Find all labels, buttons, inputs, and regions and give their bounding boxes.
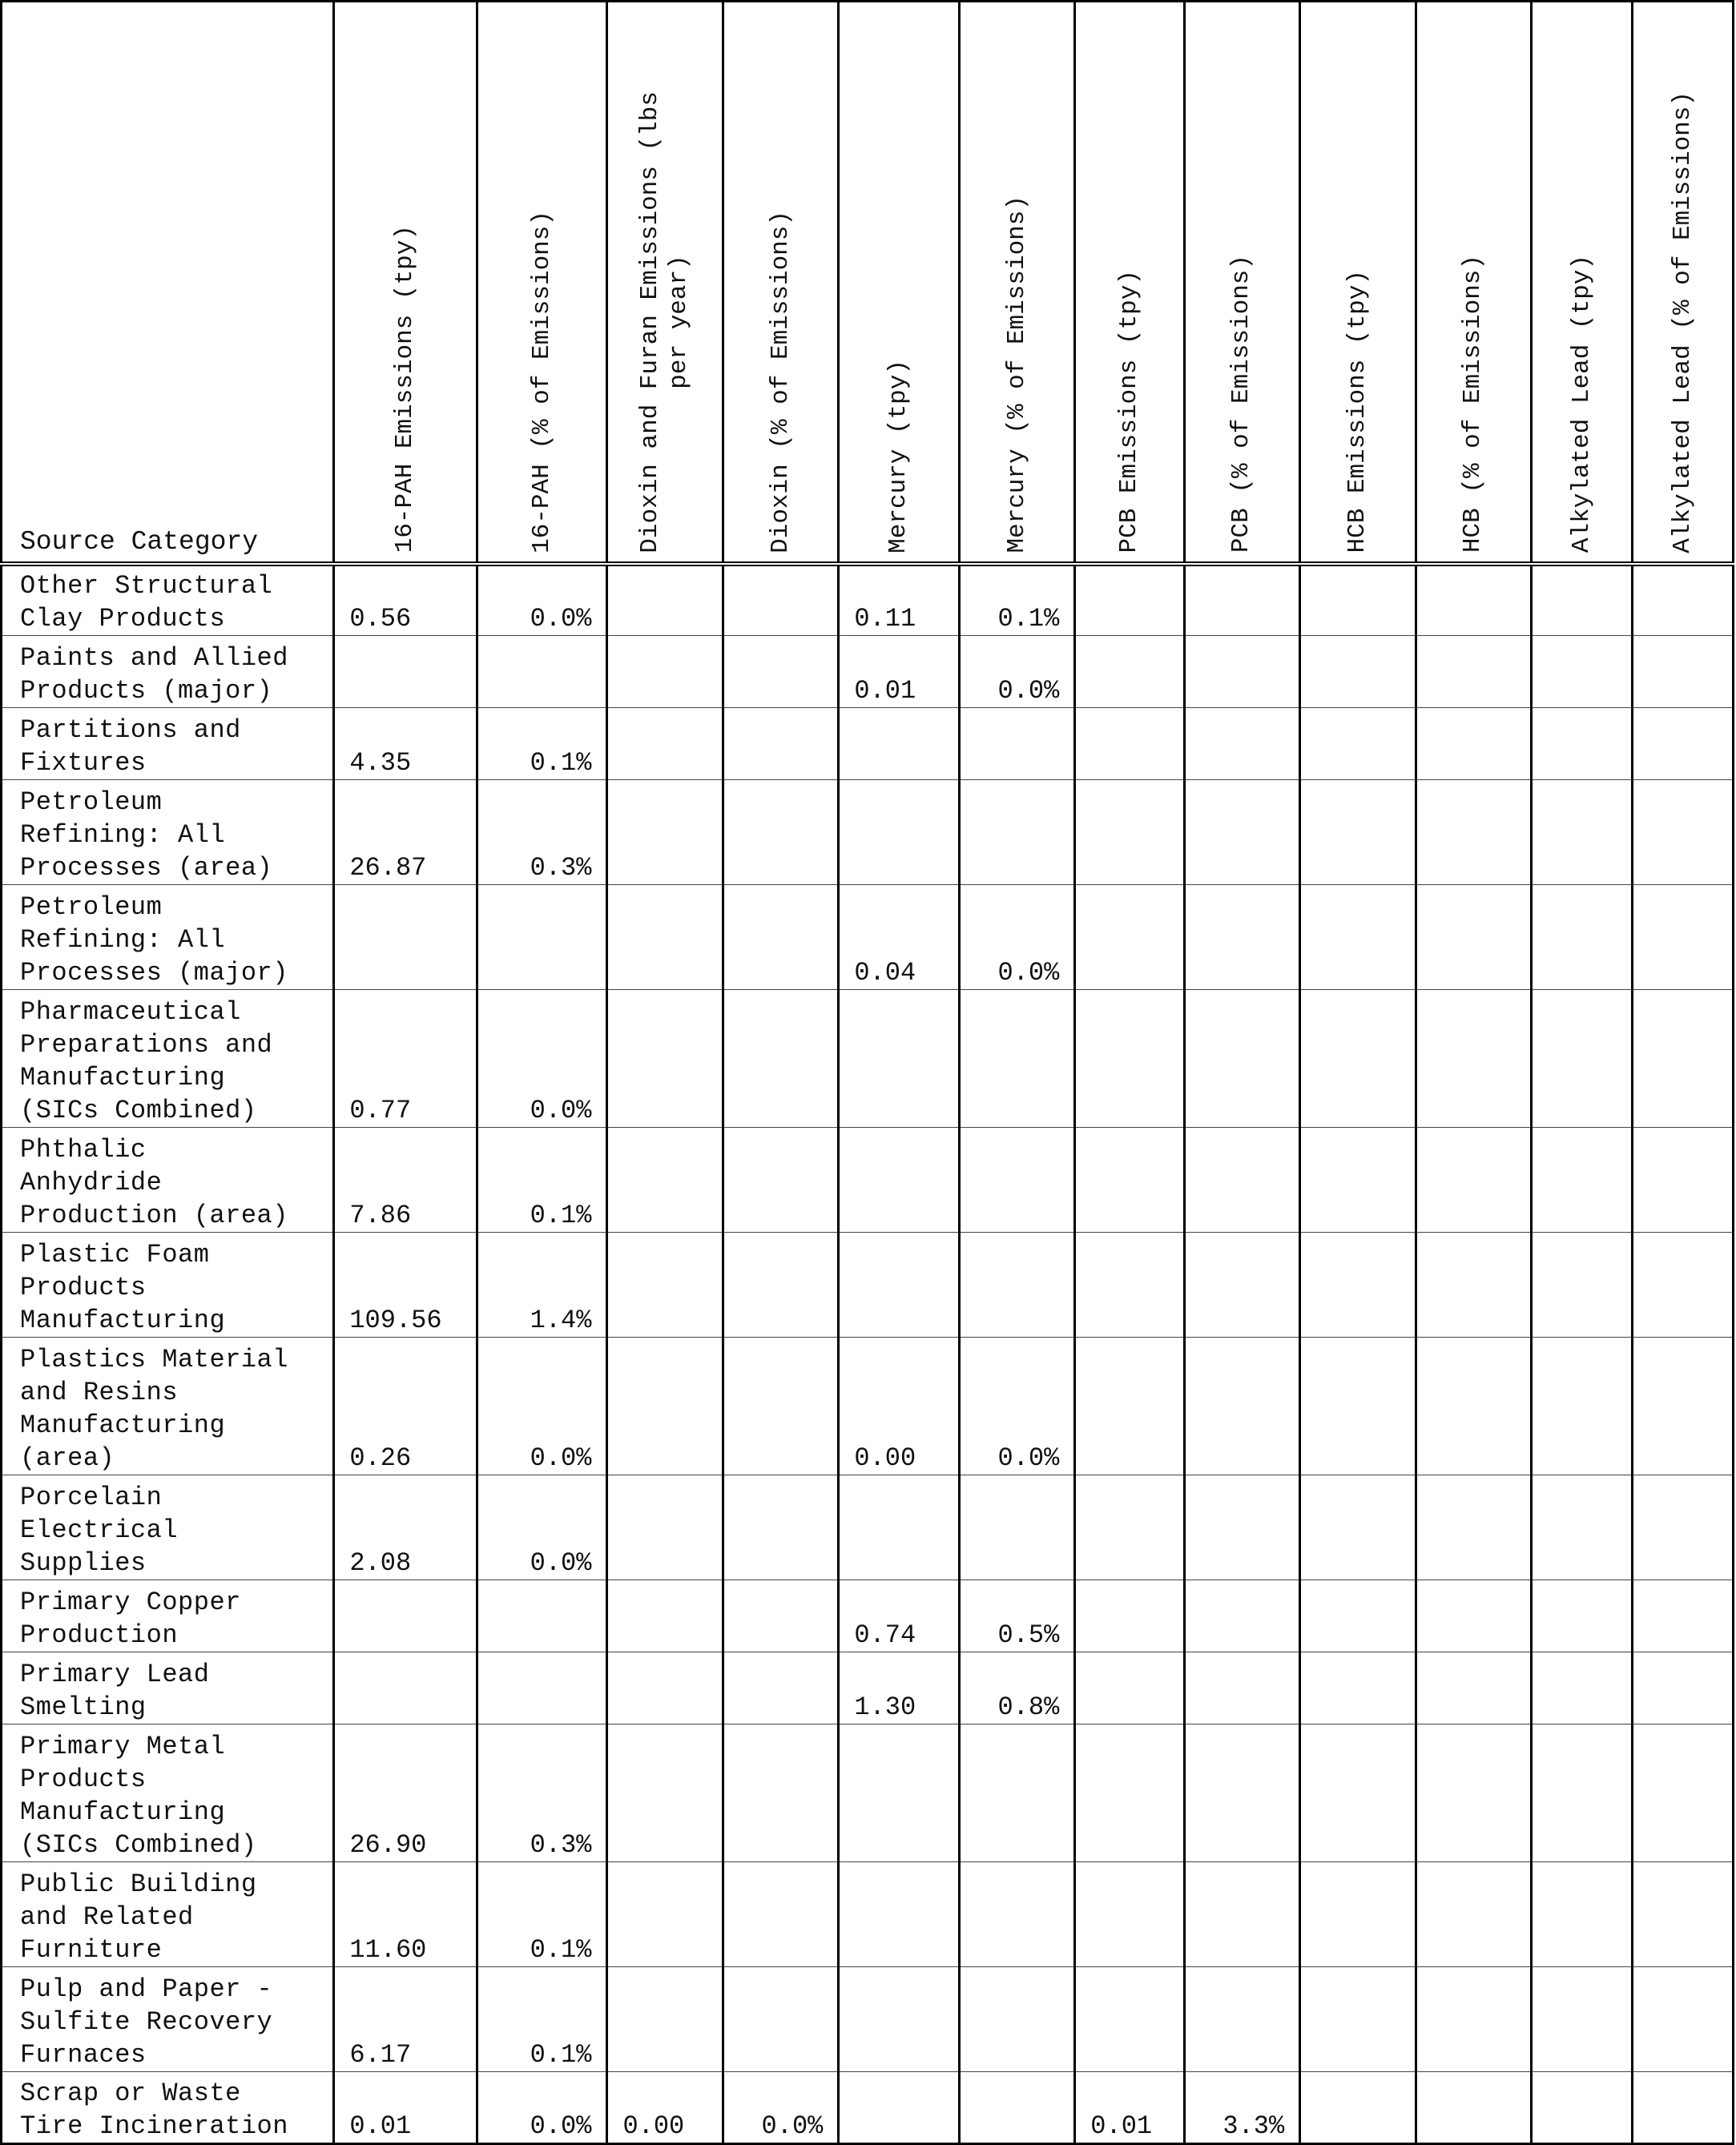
value-cell [723, 1724, 838, 1862]
value-cell [723, 780, 838, 885]
value-cell [1075, 1724, 1184, 1862]
column-header-label: Mercury (tpy) [884, 359, 913, 553]
column-header [1633, 2, 1734, 564]
value-cell [723, 1475, 838, 1580]
value-cell [1300, 1724, 1416, 1862]
value-cell: 26.87 [334, 780, 477, 885]
value-cell [607, 708, 723, 780]
source-category-line: Primary Lead [20, 1660, 210, 1689]
source-category-line: Supplies [20, 1548, 147, 1578]
value-cell [839, 1233, 959, 1338]
source-category-header: Source Category [2, 2, 334, 564]
value-cell [1532, 1338, 1633, 1475]
value-cell [607, 990, 723, 1128]
value-cell [607, 1862, 723, 1967]
value-cell [607, 780, 723, 885]
value-cell [1532, 636, 1633, 708]
value-cell [1075, 1128, 1184, 1233]
table-body [2, 564, 1734, 2144]
value-cell [723, 708, 838, 780]
value-cell: 0.8% [959, 1652, 1074, 1724]
value-cell [1075, 990, 1184, 1128]
value-cell: 0.01 [334, 2072, 477, 2144]
value-cell [1184, 1967, 1299, 2072]
value-cell [1300, 1233, 1416, 1338]
source-category-line: Pulp and Paper - [20, 1974, 273, 2004]
value-cell [1075, 708, 1184, 780]
column-header-label: PCB (% of Emissions) [1227, 255, 1256, 553]
value-cell [1416, 1862, 1531, 1967]
value-cell [723, 1128, 838, 1233]
source-category-line: Partitions and [20, 715, 241, 745]
value-cell: 1.4% [477, 1233, 607, 1338]
value-cell: 0.3% [477, 1724, 607, 1862]
source-category-line: Sulfite Recovery [20, 2007, 273, 2037]
value-cell [1633, 636, 1734, 708]
column-header-label: Alkylated Lead (% of Emissions) [1668, 91, 1697, 553]
value-cell [959, 1862, 1074, 1967]
source-category-line: Manufacturing [20, 1411, 226, 1440]
value-cell [959, 1967, 1074, 2072]
table-row [2, 1967, 1734, 2072]
source-category-line: Anhydride [20, 1168, 163, 1197]
value-cell [1532, 780, 1633, 885]
source-category-cell [2, 1338, 334, 1475]
value-cell [1416, 1233, 1531, 1338]
value-cell [1532, 990, 1633, 1128]
source-category-line: and Related [20, 1902, 194, 1932]
value-cell [1184, 636, 1299, 708]
value-cell [959, 1475, 1074, 1580]
source-category-line: (SICs Combined) [20, 1830, 257, 1860]
value-cell: 6.17 [334, 1967, 477, 2072]
table-row [2, 2072, 1734, 2144]
value-cell: 0.1% [959, 564, 1074, 636]
value-cell: 0.0% [959, 885, 1074, 990]
source-category-line: Refining: All [20, 820, 226, 850]
value-cell: 0.26 [334, 1338, 477, 1475]
value-cell [1416, 1967, 1531, 2072]
value-cell: 0.77 [334, 990, 477, 1128]
value-cell [1184, 1724, 1299, 1862]
source-category-line: Petroleum [20, 787, 163, 817]
value-cell [1184, 1580, 1299, 1652]
value-cell: 0.5% [959, 1580, 1074, 1652]
value-cell [1633, 2072, 1734, 2144]
value-cell [1075, 885, 1184, 990]
value-cell [1416, 1128, 1531, 1233]
column-header-label: Dioxin and Furan Emissions (lbs per year) [636, 91, 694, 553]
value-cell [1075, 636, 1184, 708]
value-cell [1532, 1128, 1633, 1233]
value-cell [1184, 564, 1299, 636]
value-cell [1532, 1862, 1633, 1967]
value-cell [607, 564, 723, 636]
value-cell [1300, 636, 1416, 708]
source-category-line: Refining: All [20, 925, 226, 955]
value-cell: 2.08 [334, 1475, 477, 1580]
value-cell [1532, 1967, 1633, 2072]
value-cell: 0.1% [477, 1128, 607, 1233]
value-cell: 109.56 [334, 1233, 477, 1338]
value-cell: 0.11 [839, 564, 959, 636]
table-row [2, 1652, 1734, 1724]
value-cell: 0.74 [839, 1580, 959, 1652]
source-category-cell [2, 1724, 334, 1862]
table-row [2, 708, 1734, 780]
value-cell [1300, 1862, 1416, 1967]
value-cell [477, 636, 607, 708]
value-cell [607, 1128, 723, 1233]
source-category-line: Clay Products [20, 604, 226, 634]
table-row [2, 1724, 1734, 1862]
value-cell [1532, 2072, 1633, 2144]
value-cell: 7.86 [334, 1128, 477, 1233]
value-cell [1416, 780, 1531, 885]
source-category-cell [2, 636, 334, 708]
value-cell [1184, 780, 1299, 885]
value-cell [723, 1862, 838, 1967]
value-cell [1184, 1338, 1299, 1475]
value-cell [723, 1652, 838, 1724]
value-cell [1532, 1233, 1633, 1338]
value-cell [1416, 1580, 1531, 1652]
column-header [1532, 2, 1633, 564]
value-cell [723, 636, 838, 708]
value-cell [1633, 564, 1734, 636]
value-cell [1633, 1967, 1734, 2072]
value-cell: 11.60 [334, 1862, 477, 1967]
source-category-cell [2, 1967, 334, 2072]
column-header-label: 16-PAH (% of Emissions) [527, 210, 556, 553]
value-cell [1075, 1233, 1184, 1338]
source-category-line: Phthalic [20, 1135, 147, 1165]
source-category-line: Processes (major) [20, 958, 288, 988]
value-cell [1075, 1862, 1184, 1967]
source-category-line: Manufacturing [20, 1797, 226, 1827]
value-cell [1416, 708, 1531, 780]
source-category-cell [2, 780, 334, 885]
value-cell [1633, 1862, 1734, 1967]
value-cell [1300, 1967, 1416, 2072]
value-cell [1532, 885, 1633, 990]
value-cell [1075, 1580, 1184, 1652]
value-cell [1075, 780, 1184, 885]
value-cell [607, 885, 723, 990]
value-cell [1184, 885, 1299, 990]
source-category-line: (area) [20, 1443, 115, 1473]
table-row [2, 564, 1734, 636]
value-cell [334, 636, 477, 708]
table-row [2, 636, 1734, 708]
value-cell: 0.3% [477, 780, 607, 885]
value-cell [959, 1724, 1074, 1862]
column-header [1184, 2, 1299, 564]
value-cell [1633, 1580, 1734, 1652]
column-header [1075, 2, 1184, 564]
value-cell [839, 1475, 959, 1580]
value-cell [1633, 1128, 1734, 1233]
value-cell [1184, 1233, 1299, 1338]
value-cell [1532, 564, 1633, 636]
value-cell [1416, 1475, 1531, 1580]
source-category-line: Tire Incineration [20, 2111, 288, 2141]
value-cell [1184, 1128, 1299, 1233]
value-cell [1532, 1652, 1633, 1724]
value-cell [1633, 1724, 1734, 1862]
value-cell [607, 1724, 723, 1862]
value-cell [1184, 1475, 1299, 1580]
value-cell [607, 1233, 723, 1338]
value-cell: 0.00 [839, 1338, 959, 1475]
value-cell [1633, 780, 1734, 885]
value-cell: 1.30 [839, 1652, 959, 1724]
value-cell [1416, 564, 1531, 636]
source-category-cell [2, 1652, 334, 1724]
value-cell [839, 1967, 959, 2072]
value-cell [1075, 564, 1184, 636]
table-row [2, 1338, 1734, 1475]
value-cell [1633, 1475, 1734, 1580]
column-header [959, 2, 1074, 564]
value-cell: 0.0% [959, 636, 1074, 708]
value-cell [1416, 1652, 1531, 1724]
value-cell [1300, 1580, 1416, 1652]
value-cell [839, 1128, 959, 1233]
value-cell [1633, 1652, 1734, 1724]
source-category-cell [2, 1233, 334, 1338]
value-cell: 0.00 [607, 2072, 723, 2144]
value-cell: 0.1% [477, 708, 607, 780]
source-category-line: Furnaces [20, 2040, 147, 2070]
value-cell: 0.01 [839, 636, 959, 708]
source-category-cell [2, 1128, 334, 1233]
value-cell [477, 1652, 607, 1724]
value-cell [723, 990, 838, 1128]
value-cell: 0.0% [477, 1338, 607, 1475]
value-cell [607, 1967, 723, 2072]
value-cell [1633, 885, 1734, 990]
column-header-label: Dioxin (% of Emissions) [766, 210, 795, 553]
value-cell [1075, 1475, 1184, 1580]
column-header [723, 2, 838, 564]
column-header-label: HCB Emissions (tpy) [1343, 270, 1371, 553]
source-category-line: Other Structural [20, 571, 273, 601]
value-cell: 3.3% [1184, 2072, 1299, 2144]
column-header-label: Mercury (% of Emissions) [1002, 195, 1031, 553]
source-category-line: Furniture [20, 1935, 163, 1965]
table-row [2, 1128, 1734, 1233]
source-category-line: Plastics Material [20, 1345, 288, 1374]
value-cell [1300, 2072, 1416, 2144]
value-cell [1416, 1724, 1531, 1862]
table-row [2, 885, 1734, 990]
value-cell [1075, 1967, 1184, 2072]
source-category-line: and Resins [20, 1378, 179, 1407]
source-category-line: Electrical [20, 1515, 179, 1545]
value-cell [723, 1338, 838, 1475]
source-category-line: Products (major) [20, 676, 273, 706]
source-category-line: Primary Copper [20, 1588, 241, 1617]
source-category-line: Primary Metal [20, 1732, 226, 1761]
source-category-cell [2, 708, 334, 780]
table-row [2, 1862, 1734, 1967]
value-cell [959, 708, 1074, 780]
column-header-label: HCB (% of Emissions) [1459, 255, 1488, 553]
table-row [2, 1580, 1734, 1652]
value-cell [959, 780, 1074, 885]
value-cell [1184, 1652, 1299, 1724]
header-row [2, 2, 1734, 564]
value-cell [1532, 1724, 1633, 1862]
value-cell [334, 1580, 477, 1652]
source-category-line: Manufacturing [20, 1063, 226, 1093]
value-cell [1300, 1652, 1416, 1724]
value-cell [1184, 990, 1299, 1128]
value-cell [1633, 708, 1734, 780]
value-cell: 0.0% [477, 1475, 607, 1580]
value-cell: 4.35 [334, 708, 477, 780]
value-cell [1300, 564, 1416, 636]
value-cell [1416, 2072, 1531, 2144]
value-cell: 0.0% [477, 990, 607, 1128]
value-cell [607, 1580, 723, 1652]
value-cell [334, 1652, 477, 1724]
source-category-line: Products [20, 1765, 147, 1794]
value-cell [959, 1128, 1074, 1233]
column-header-label: PCB Emissions (tpy) [1115, 270, 1143, 553]
value-cell [1300, 1338, 1416, 1475]
value-cell [1300, 1475, 1416, 1580]
value-cell: 0.0% [723, 2072, 838, 2144]
value-cell [959, 2072, 1074, 2144]
value-cell [1300, 1128, 1416, 1233]
source-category-line: Public Building [20, 1869, 257, 1899]
value-cell [723, 1233, 838, 1338]
source-category-cell [2, 2072, 334, 2144]
value-cell: 0.0% [959, 1338, 1074, 1475]
value-cell: 0.56 [334, 564, 477, 636]
value-cell [334, 885, 477, 990]
source-category-line: (SICs Combined) [20, 1096, 257, 1125]
value-cell [477, 1580, 607, 1652]
value-cell [839, 708, 959, 780]
source-category-line: Production (area) [20, 1201, 288, 1230]
column-header [1300, 2, 1416, 564]
source-category-line: Scrap or Waste [20, 2079, 241, 2108]
value-cell [839, 780, 959, 885]
value-cell [607, 1652, 723, 1724]
value-cell [607, 636, 723, 708]
value-cell [1075, 1652, 1184, 1724]
column-header [1416, 2, 1531, 564]
column-header [334, 2, 477, 564]
source-category-line: Porcelain [20, 1483, 163, 1512]
value-cell [607, 1338, 723, 1475]
value-cell: 26.90 [334, 1724, 477, 1862]
value-cell [1416, 990, 1531, 1128]
source-category-line: Fixtures [20, 748, 147, 778]
value-cell: 0.01 [1075, 2072, 1184, 2144]
table-row [2, 990, 1734, 1128]
source-category-cell [2, 885, 334, 990]
table-row [2, 780, 1734, 885]
value-cell [1532, 708, 1633, 780]
column-header [477, 2, 607, 564]
value-cell [1075, 1338, 1184, 1475]
value-cell [723, 1580, 838, 1652]
value-cell [1633, 1338, 1734, 1475]
value-cell [1416, 636, 1531, 708]
value-cell [959, 990, 1074, 1128]
column-header-label: Alkylated Lead (tpy) [1567, 255, 1596, 553]
source-category-line: Smelting [20, 1692, 147, 1722]
column-header [607, 2, 723, 564]
source-category-line: Plastic Foam [20, 1240, 210, 1270]
value-cell [723, 1967, 838, 2072]
source-category-line: Production [20, 1620, 179, 1650]
value-cell [1300, 780, 1416, 885]
value-cell [839, 1862, 959, 1967]
value-cell [1532, 1475, 1633, 1580]
source-category-line: Manufacturing [20, 1306, 226, 1335]
column-header-label: 16-PAH Emissions (tpy) [391, 225, 420, 553]
column-header [839, 2, 959, 564]
value-cell [1184, 708, 1299, 780]
value-cell [839, 990, 959, 1128]
value-cell: 0.04 [839, 885, 959, 990]
table-row [2, 1475, 1734, 1580]
value-cell: 0.0% [477, 564, 607, 636]
value-cell: 0.1% [477, 1967, 607, 2072]
value-cell [1633, 990, 1734, 1128]
value-cell [839, 2072, 959, 2144]
source-category-line: Processes (area) [20, 853, 273, 883]
value-cell [839, 1724, 959, 1862]
source-category-line: Products [20, 1273, 147, 1302]
source-category-cell [2, 564, 334, 636]
source-category-line: Paints and Allied [20, 643, 288, 673]
table-row [2, 1233, 1734, 1338]
source-category-line: Pharmaceutical [20, 997, 241, 1027]
value-cell [1300, 990, 1416, 1128]
value-cell [1416, 885, 1531, 990]
value-cell [1532, 1580, 1633, 1652]
source-category-line: Preparations and [20, 1030, 273, 1060]
value-cell [723, 885, 838, 990]
value-cell [723, 564, 838, 636]
source-category-cell [2, 1862, 334, 1967]
source-category-cell [2, 990, 334, 1128]
value-cell [1633, 1233, 1734, 1338]
value-cell [607, 1475, 723, 1580]
value-cell [1300, 708, 1416, 780]
source-category-cell [2, 1475, 334, 1580]
value-cell: 0.1% [477, 1862, 607, 1967]
value-cell [959, 1233, 1074, 1338]
value-cell: 0.0% [477, 2072, 607, 2144]
value-cell [1184, 1862, 1299, 1967]
value-cell [1300, 885, 1416, 990]
source-category-cell [2, 1580, 334, 1652]
value-cell [1416, 1338, 1531, 1475]
value-cell [477, 885, 607, 990]
source-category-line: Petroleum [20, 892, 163, 922]
